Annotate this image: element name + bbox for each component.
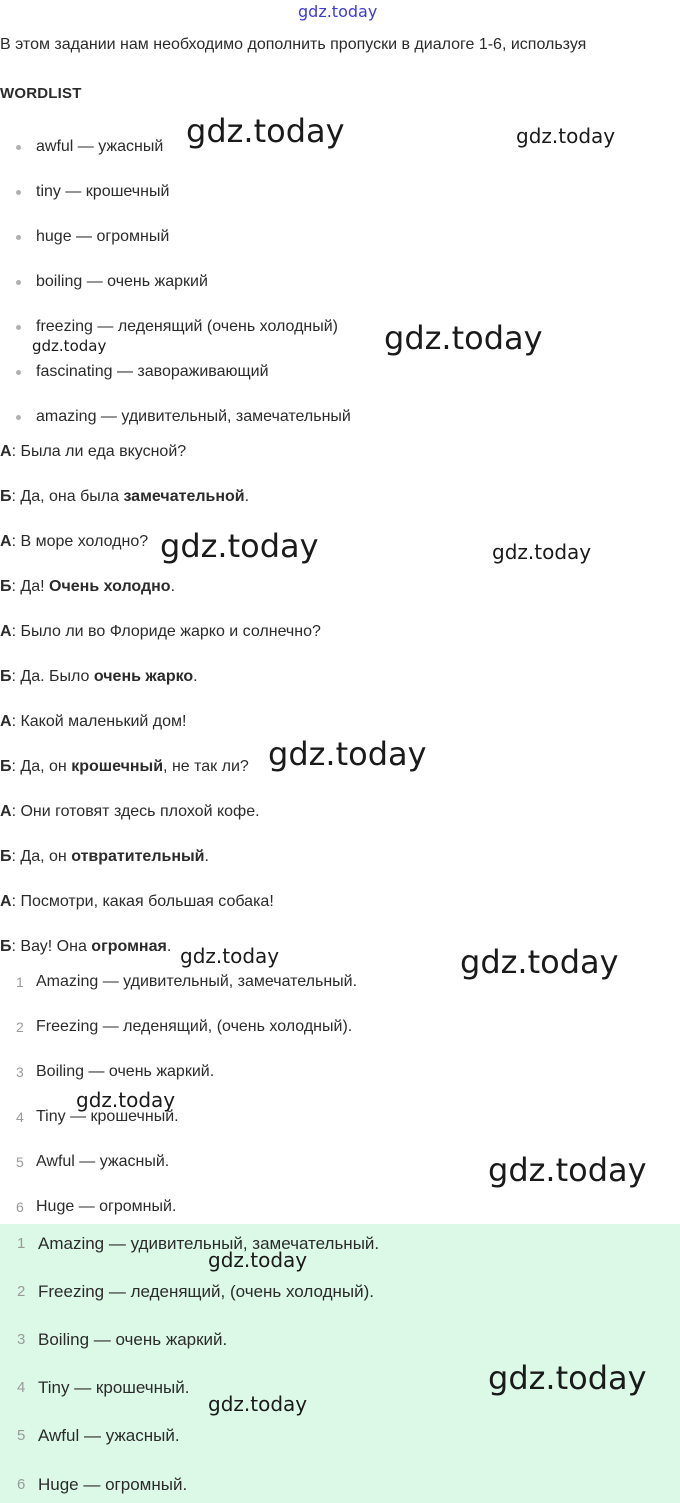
dialogue-line bbox=[0, 442, 186, 462]
answer-number: 4 bbox=[16, 1109, 24, 1125]
final-answer-item: Freezing — леденящий, (очень холодный). bbox=[38, 1282, 374, 1301]
answer-item: Freezing — леденящий, (очень холодный). bbox=[36, 1018, 353, 1035]
dialogue-line bbox=[0, 847, 209, 867]
final-answer-item: Amazing — удивительный, замечательный. bbox=[38, 1234, 380, 1253]
watermark: gdz.today bbox=[32, 337, 107, 355]
final-answer-number: 3 bbox=[17, 1331, 26, 1348]
dialogue-text-end: . bbox=[193, 668, 198, 685]
watermark: gdz.today bbox=[492, 540, 592, 564]
wordlist-item: tiny — крошечный bbox=[36, 183, 170, 200]
dialogue-text: : Было ли во Флориде жарко и солнечно? bbox=[11, 623, 321, 640]
final-answer-number: 4 bbox=[17, 1379, 26, 1396]
speaker-label: Б bbox=[0, 938, 12, 955]
speaker-label: А bbox=[0, 443, 12, 460]
bullet-icon bbox=[16, 370, 21, 375]
answer-number: 6 bbox=[16, 1199, 24, 1215]
bullet-icon bbox=[16, 190, 21, 195]
bullet-icon bbox=[16, 235, 21, 240]
dialogue-answer: крошечный bbox=[71, 758, 164, 775]
wordlist-item: boiling — очень жаркий bbox=[36, 273, 208, 290]
speaker-label: Б bbox=[0, 578, 12, 595]
speaker-label: Б bbox=[0, 668, 12, 685]
dialogue-text-end: . bbox=[166, 938, 172, 955]
dialogue-text: : Какой маленький дом! bbox=[11, 713, 187, 730]
watermark: gdz.today bbox=[384, 319, 543, 357]
watermark: gdz.today bbox=[298, 2, 378, 21]
watermark: gdz.today bbox=[76, 1088, 176, 1112]
final-answer-item: Huge — огромный. bbox=[38, 1475, 188, 1494]
final-answer-number: 5 bbox=[17, 1427, 26, 1444]
dialogue-text-end: . bbox=[204, 848, 209, 865]
dialogue-text-end: . bbox=[244, 488, 250, 505]
dialogue-line bbox=[0, 892, 274, 912]
dialogue-text-end: . bbox=[170, 578, 176, 595]
watermark: gdz.today bbox=[268, 735, 427, 773]
watermark: gdz.today bbox=[516, 124, 616, 148]
watermark: gdz.today bbox=[186, 112, 345, 150]
dialogue-text-end: , не так ли? bbox=[163, 758, 249, 775]
dialogue-line bbox=[0, 622, 321, 642]
dialogue-text: : Была ли еда вкусной? bbox=[11, 443, 187, 460]
dialogue-line bbox=[0, 937, 171, 957]
watermark: gdz.today bbox=[460, 943, 619, 981]
watermark: gdz.today bbox=[488, 1151, 647, 1189]
dialogue-answer: отвратительный bbox=[71, 848, 205, 865]
dialogue-line bbox=[0, 667, 198, 687]
speaker-label: Б bbox=[0, 488, 12, 505]
dialogue-answer: очень жарко bbox=[93, 668, 194, 685]
answer-number: 3 bbox=[16, 1064, 24, 1080]
dialogue-text: : Да, он bbox=[11, 758, 72, 775]
dialogue-line bbox=[0, 712, 186, 732]
watermark: gdz.today bbox=[208, 1248, 308, 1272]
speaker-label: Б bbox=[0, 848, 12, 865]
watermark: gdz.today bbox=[208, 1392, 308, 1416]
watermark: gdz.today bbox=[160, 527, 319, 565]
dialogue-text: : В море холодно? bbox=[11, 533, 149, 550]
dialogue-line bbox=[0, 577, 175, 597]
speaker-label: А bbox=[0, 893, 12, 910]
answer-number: 1 bbox=[16, 974, 24, 990]
answer-item: Awful — ужасный. bbox=[36, 1153, 170, 1170]
final-answer-number: 1 bbox=[17, 1235, 26, 1252]
watermark: gdz.today bbox=[180, 944, 280, 968]
speaker-label: А bbox=[0, 803, 12, 820]
answer-number: 5 bbox=[16, 1154, 24, 1170]
final-answer-number: 6 bbox=[17, 1476, 26, 1493]
wordlist-item: huge — огромный bbox=[36, 228, 170, 245]
wordlist-item: amazing — удивительный, замечательный bbox=[36, 408, 351, 425]
answer-item: Huge — огромный. bbox=[36, 1198, 177, 1215]
dialogue-text: : Да, она была bbox=[11, 488, 124, 505]
speaker-label: А bbox=[0, 713, 12, 730]
dialogue-answer: замечательной bbox=[123, 488, 245, 505]
speaker-label: А bbox=[0, 623, 12, 640]
final-answer-item: Tiny — крошечный. bbox=[38, 1378, 190, 1397]
dialogue-line bbox=[0, 802, 260, 822]
dialogue-text: : Посмотри, какая большая собака! bbox=[11, 893, 274, 910]
bullet-icon bbox=[16, 325, 21, 330]
dialogue-text: : Да, он bbox=[11, 848, 72, 865]
bullet-icon bbox=[16, 280, 21, 285]
final-answer-number: 2 bbox=[17, 1283, 26, 1300]
dialogue-text: : Вау! Она bbox=[11, 938, 92, 955]
final-answer-item: Boiling — очень жаркий. bbox=[38, 1330, 228, 1349]
answer-item: Tiny — крошечный. bbox=[36, 1108, 179, 1125]
final-answer-item: Awful — ужасный. bbox=[38, 1426, 180, 1445]
dialogue-line bbox=[0, 487, 249, 507]
wordlist-heading: WORDLIST bbox=[0, 85, 82, 102]
wordlist-item: awful — ужасный bbox=[36, 138, 164, 155]
bullet-icon bbox=[16, 145, 21, 150]
dialogue-answer: огромная bbox=[91, 938, 167, 955]
wordlist-item: fascinating — завораживающий bbox=[36, 363, 269, 380]
speaker-label: Б bbox=[0, 758, 12, 775]
dialogue-text: : Они готовят здесь плохой кофе. bbox=[11, 803, 260, 820]
speaker-label: А bbox=[0, 533, 12, 550]
dialogue-answer: Очень холодно bbox=[49, 578, 171, 595]
watermark: gdz.today bbox=[488, 1359, 647, 1397]
dialogue-text: : Да. Было bbox=[11, 668, 94, 685]
dialogue-text: : Да! bbox=[11, 578, 50, 595]
intro-text: В этом задании нам необходимо дополнить пропуски в диалоге 1-6, используя bbox=[0, 36, 587, 53]
dialogue-line bbox=[0, 532, 148, 552]
answer-item: Amazing — удивительный, замечательный. bbox=[36, 973, 358, 990]
wordlist-item: freezing — леденящий (очень холодный) bbox=[36, 318, 339, 335]
dialogue-line bbox=[0, 757, 249, 777]
answer-item: Boiling — очень жаркий. bbox=[36, 1063, 215, 1080]
bullet-icon bbox=[16, 415, 21, 420]
answer-number: 2 bbox=[16, 1019, 24, 1035]
